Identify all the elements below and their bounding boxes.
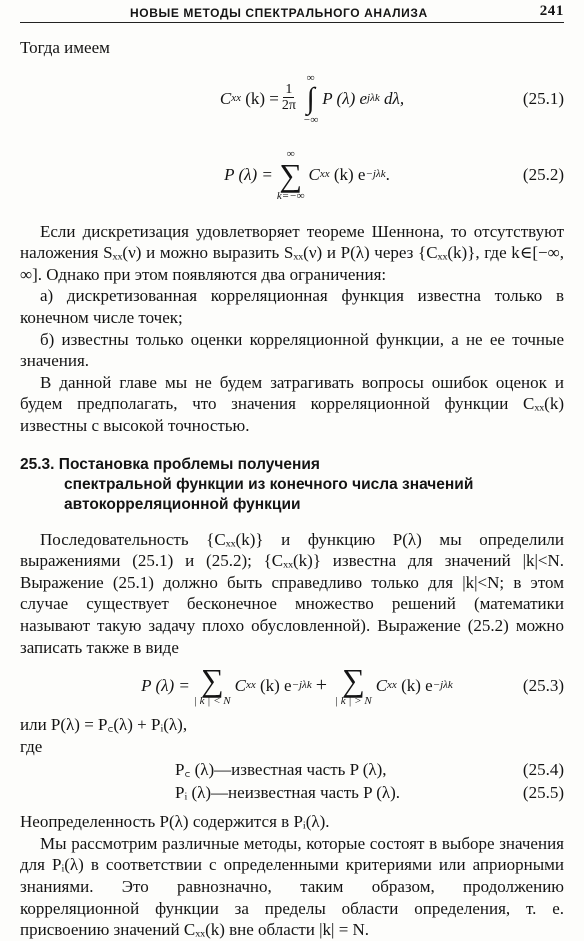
sigma-sign: ∑ xyxy=(341,662,365,699)
equation-number: (25.5) xyxy=(522,783,564,803)
definition-text: P꜀ (λ)—известная часть P (λ), xyxy=(175,760,387,780)
equation-number: (25.3) xyxy=(522,676,564,696)
integrand: P (λ) e xyxy=(322,88,368,108)
plus-sign: + xyxy=(315,674,327,697)
summation xyxy=(335,662,372,708)
page-header xyxy=(20,0,564,23)
eq-tail: dλ, xyxy=(384,88,405,108)
definition-text: Pᵢ (λ)—неизвестная часть P (λ). xyxy=(175,783,401,803)
fraction-denominator: 2π xyxy=(281,98,296,114)
paragraph-methods: Мы рассмотрим различные методы, которые состоят в выборе значения для Pᵢ(λ) в соответствии с определенными критериями или априорными знаниями. Это равнозначно, таким образом, продолжению корреляционной функции за пределы области определения, т. е. присвоению значений Cₓₓ(k) вне области |k| = N. xyxy=(20,833,564,940)
sigma-sign: ∑ xyxy=(200,662,224,699)
exponent: −jλk xyxy=(432,679,453,692)
exponent: −jλk xyxy=(365,167,386,180)
sum-upper-limit: ∞ xyxy=(286,147,295,160)
eq-term: C xyxy=(375,676,388,696)
section-title-line: автокорреляционной функции xyxy=(64,495,301,513)
paragraph-assumption: В данной главе мы не будем затрагивать вопросы ошибок оценок и будем предполагать, что значения корреляционной функции Cₓₓ(k) известны с высокой точностью. xyxy=(20,372,564,435)
paragraph-shannon: Если дискретизация удовлетворяет теореме Шеннона, то отсутствуют наложения Sₓₓ(ν) и можно выразить Sₓₓ(ν) и P(λ) через {Cₓₓ(k)}, где k∈[−∞, ∞]. Однако при этом появляются два ограничения: xyxy=(20,221,564,284)
running-title: НОВЫЕ МЕТОДЫ СПЕКТРАЛЬНОГО АНАЛИЗА xyxy=(130,6,428,20)
eq-term: C xyxy=(234,676,246,696)
paragraph-uncertainty: Неопределенность P(λ) содержится в Pᵢ(λ). xyxy=(20,812,330,832)
exponent: −jλk xyxy=(291,679,312,692)
section-title-line: спектральной функции из конечного числа значений xyxy=(64,475,474,493)
definitions-block xyxy=(20,759,564,805)
definition-row xyxy=(175,782,564,805)
equation-25-1 xyxy=(20,61,564,137)
integral-upper-limit: ∞ xyxy=(306,71,315,84)
summation xyxy=(193,662,231,708)
definition-row xyxy=(175,759,564,782)
eq-term-arg: (k) e xyxy=(259,676,292,696)
integral-lower-limit: −∞ xyxy=(302,113,319,126)
paragraph-decomposition: или P(λ) = P꜀(λ) + Pᵢ(λ), xyxy=(20,715,188,735)
integral xyxy=(303,72,318,126)
sum-lower-limit: k=−∞ xyxy=(276,189,305,202)
eq-sub: xx xyxy=(319,167,330,180)
section-title-line: Постановка проблемы получения xyxy=(58,455,320,473)
eq-sub: xx xyxy=(245,679,256,692)
intro-text: Тогда имеем xyxy=(20,38,110,57)
eq-sub: xx xyxy=(387,679,397,692)
eq-lhs: P (λ) = xyxy=(224,164,273,184)
paragraph-where: где xyxy=(20,736,43,756)
eq-term: C xyxy=(308,164,320,184)
eq-lhs-arg: (k) = xyxy=(245,88,279,108)
fraction xyxy=(282,83,296,114)
exponent: jλk xyxy=(367,91,380,104)
section-heading xyxy=(20,455,564,515)
equation-number: (25.2) xyxy=(522,164,564,184)
list-item-a: а) дискретизованная корреляционная функция известна только в конечном числе точек; xyxy=(20,286,564,327)
eq-lhs: C xyxy=(219,88,232,108)
equation-number: (25.1) xyxy=(522,88,564,108)
eq-tail: . xyxy=(385,164,390,184)
section-number: 25.3. xyxy=(20,455,55,473)
sum-lower-limit: | k | > N xyxy=(335,695,372,708)
equation-25-3 xyxy=(20,658,564,714)
fraction-numerator: 1 xyxy=(285,82,293,98)
paragraph-problem: Последовательность {Cₓₓ(k)} и функцию P(λ) мы определили выражениями (25.1) и (25.2); {Cₓₓ(k)} известна для значений |k|<N. Выражение (25.1) должно быть справедливо только для |k|<N; в этом случае существует бесконечное множество решений (математики называют такую задачу плохо обусловленной). Выражение (25.2) можно записать также в виде xyxy=(20,529,564,657)
list-item-b: б) известны только оценки корреляционной функции, а не ее точные значения. xyxy=(20,329,564,371)
equation-25-2 xyxy=(20,137,564,213)
sum-lower-limit: | k | < N xyxy=(193,695,231,708)
page-number: 241 xyxy=(539,3,564,19)
sigma-sign: ∑ xyxy=(279,156,303,193)
eq-term-arg: (k) e xyxy=(333,164,366,184)
equation-number: (25.4) xyxy=(522,760,564,780)
eq-term-arg: (k) e xyxy=(401,676,433,696)
integral-sign: ∫ xyxy=(306,81,315,115)
eq-sub: xx xyxy=(231,91,241,104)
summation xyxy=(277,148,305,202)
eq-lhs: P (λ) = xyxy=(141,676,190,696)
